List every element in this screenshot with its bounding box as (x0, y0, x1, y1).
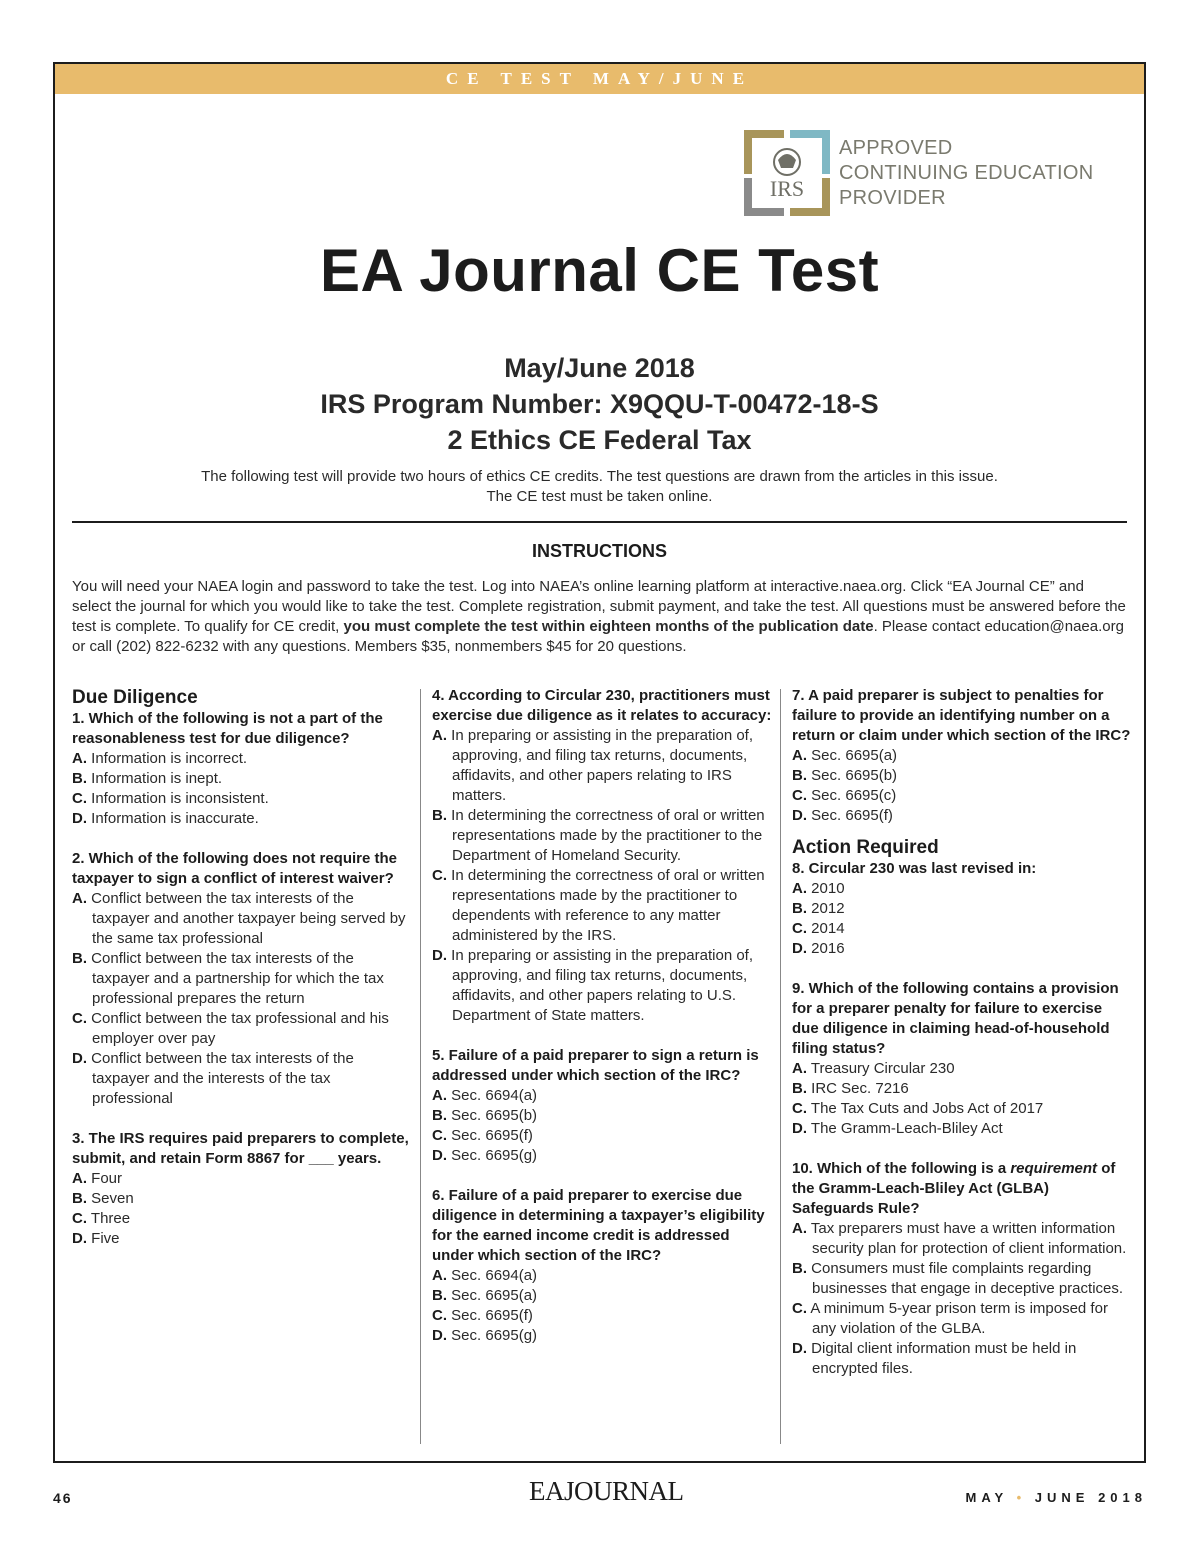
question-text: 2. Which of the following does not require the taxpayer to sign a conflict of interest waiver? (72, 850, 397, 887)
instructions-deadline: you must complete the test within eighteen months of the publication date (343, 618, 874, 635)
section-banner: CE TEST MAY/JUNE (55, 64, 1144, 94)
page-title: EA Journal CE Test (319, 237, 880, 304)
answer-option: B. Conflict between the tax interests of the taxpayer and a partnership for which the tax professional prepares the return (72, 950, 384, 1007)
program-number: IRS Program Number: X9QQU-T-00472-18-S (320, 389, 879, 419)
column-2 (432, 686, 772, 1346)
answer-option: A. In preparing or assisting in the preparation of, approving, and filing tax returns, documents, affidavits, and other papers relating to IRS matters. (432, 727, 754, 804)
answer-option: C. In determining the correctness of oral or written representations made by the practitioner to dependents with reference to any matter administered by the IRS. (432, 867, 765, 944)
issue-date: May/June 2018 (504, 353, 695, 383)
divider (72, 521, 1127, 523)
answer-option: D. 2016 (792, 940, 845, 957)
page-number: 46 (53, 1490, 73, 1506)
question-10 (792, 1159, 1132, 1379)
question-1 (72, 709, 412, 829)
question-text: 6. Failure of a paid preparer to exercise due diligence in determining a taxpayer’s eligibility for the earned income credit is addressed under which section of the IRC? (432, 1187, 765, 1264)
question-3 (72, 1129, 412, 1249)
instructions-part-1: You will need your NAEA login and password to take the test. Log into NAEA’s online learning platform at interactive.naea.org. Click “EA Journal CE” and select the journal for which you would like to take the test. Complete registration, submit payment, and take the test. All questions must be answered before the test is complete. To qualify for CE credit, (72, 578, 1126, 635)
question-text: 9. Which of the following contains a provision for a preparer penalty for failure to exercise due diligence in claiming head-of-household filing status? (792, 980, 1119, 1057)
answer-option: C. A minimum 5-year prison term is imposed for any violation of the GLBA. (792, 1300, 1108, 1337)
answer-option: C. 2014 (792, 920, 845, 937)
answer-option: B. Sec. 6695(b) (792, 767, 898, 784)
answer-option: C. Sec. 6695(f) (432, 1307, 533, 1324)
logo-line-3: PROVIDER (839, 187, 946, 209)
answer-option: A. Information is incorrect. (72, 750, 248, 767)
answer-option: D. Sec. 6695(f) (792, 807, 893, 824)
answer-option: D. In preparing or assisting in the preparation of, approving, and filing tax returns, documents, affidavits, and other papers relating to U.S. Department of State matters. (432, 947, 754, 1024)
answer-option: B. Information is inept. (72, 770, 223, 787)
intro-line-1: The following test will provide two hours of ethics CE credits. The test questions are drawn from the articles in this issue. (201, 468, 998, 485)
answer-option: A. Sec. 6694(a) (432, 1087, 538, 1104)
answer-option: D. Sec. 6695(g) (432, 1147, 538, 1164)
column-1 (72, 686, 412, 1249)
instructions-body (72, 577, 1127, 657)
logo-line-2: CONTINUING EDUCATION (839, 162, 1094, 184)
irs-approved-provider-logo (744, 130, 1124, 216)
question-6 (432, 1186, 772, 1346)
question-5 (432, 1046, 772, 1166)
section-heading-action-required: Action Required (792, 837, 939, 858)
page-frame (53, 62, 1146, 1463)
answer-option: B. 2012 (792, 900, 845, 917)
answer-option: D. The Gramm-Leach-Bliley Act (792, 1120, 1003, 1137)
issue-footer-date: MAY • JUNE 2018 (965, 1490, 1147, 1505)
answer-option: B. In determining the correctness of oral or written representations made by the practitioner to the Department of Homeland Security. (432, 807, 765, 864)
column-divider-1 (420, 689, 421, 1444)
answer-option: D. Sec. 6695(g) (432, 1327, 538, 1344)
answer-option: C. Sec. 6695(f) (432, 1127, 533, 1144)
answer-option: B. IRC Sec. 7216 (792, 1080, 909, 1097)
question-text: 4. According to Circular 230, practitioners must exercise due diligence as it relates to accuracy: (432, 687, 772, 724)
ea-journal-logo: EAJOURNAL (529, 1476, 684, 1506)
answer-option: A. 2010 (792, 880, 845, 897)
answer-option: D. Information is inaccurate. (72, 810, 259, 827)
logo-line-1: APPROVED (839, 137, 953, 159)
answer-option: A. Treasury Circular 230 (792, 1060, 955, 1077)
logo-caption (839, 136, 1094, 211)
answer-option: D. Five (72, 1230, 120, 1247)
column-divider-2 (780, 689, 781, 1444)
instructions-heading: INSTRUCTIONS (532, 541, 667, 561)
question-text: 1. Which of the following is not a part of the reasonableness test for due diligence? (72, 710, 383, 747)
question-7 (792, 686, 1132, 826)
question-9 (792, 979, 1132, 1139)
answer-option: B. Consumers must file complaints regarding businesses that engage in deceptive practices. (792, 1260, 1124, 1297)
question-text: 8. Circular 230 was last revised in: (792, 860, 1037, 877)
answer-option: A. Conflict between the tax interests of the taxpayer and another taxpayer being served by the same tax professional (72, 890, 406, 947)
answer-option: C. Information is inconsistent. (72, 790, 269, 807)
irs-logo-icon (744, 130, 830, 216)
answer-option: B. Seven (72, 1190, 134, 1207)
irs-mark-text: IRS (769, 176, 805, 201)
column-3 (792, 686, 1132, 1379)
answer-option: B. Sec. 6695(b) (432, 1107, 538, 1124)
answer-option: D. Digital client information must be held in encrypted files. (792, 1340, 1077, 1377)
section-heading-due-diligence: Due Diligence (72, 687, 198, 708)
answer-option: C. Conflict between the tax professional and his employer over pay (72, 1010, 389, 1047)
question-4 (432, 686, 772, 1026)
answer-option: C. Three (72, 1210, 131, 1227)
question-2 (72, 849, 412, 1109)
question-8 (792, 859, 1132, 959)
answer-option: A. Sec. 6695(a) (792, 747, 898, 764)
answer-option: D. Conflict between the tax interests of the taxpayer and the interests of the tax professional (72, 1050, 354, 1107)
answer-option: C. The Tax Cuts and Jobs Act of 2017 (792, 1100, 1044, 1117)
question-text: 3. The IRS requires paid preparers to complete, submit, and retain Form 8867 for ___ years. (72, 1130, 409, 1167)
question-text: 10. Which of the following is a requirement of the Gramm-Leach-Bliley Act (GLBA) Safeguards Rule? (792, 1160, 1116, 1217)
answer-option: A. Four (72, 1170, 123, 1187)
question-text: 7. A paid preparer is subject to penalties for failure to provide an identifying number on a return or claim under which section of the IRC? (792, 687, 1131, 744)
instructions-part-2: . Please contact education@naea.org or call (202) 822-6232 with any questions. Members $35, nonmembers $45 for 20 questions. (72, 618, 1124, 655)
intro-line-2: The CE test must be taken online. (486, 488, 713, 505)
credit-type: 2 Ethics CE Federal Tax (447, 425, 752, 455)
answer-option: B. Sec. 6695(a) (432, 1287, 538, 1304)
answer-option: A. Tax preparers must have a written information security plan for protection of client information. (792, 1220, 1127, 1257)
intro-text (55, 467, 1144, 507)
answer-option: A. Sec. 6694(a) (432, 1267, 538, 1284)
answer-option: C. Sec. 6695(c) (792, 787, 897, 804)
question-text: 5. Failure of a paid preparer to sign a return is addressed under which section of the IRC? (432, 1047, 759, 1084)
